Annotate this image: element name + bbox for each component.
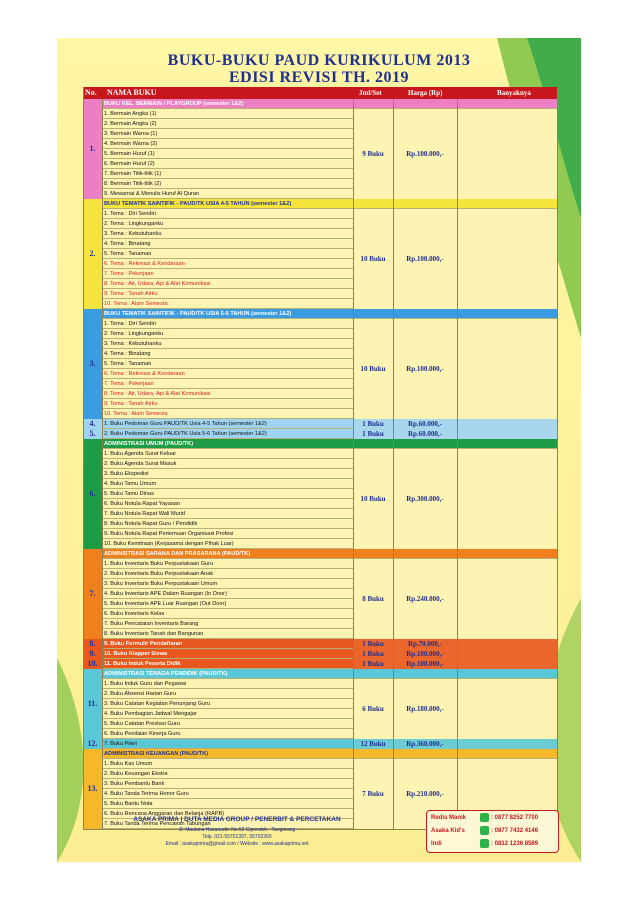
price-cell: Rp.240.000,- [406, 595, 444, 603]
contact-number: : 0877 8252 7700 [491, 815, 539, 821]
list-item: 2. Buku Pedoman Guru PAUD/TK Usia 5-6 Tahun (semester 1&2) [102, 429, 353, 439]
list-item: 7. Buku Piket [102, 739, 353, 749]
list-item: 8. Tema : Air, Udara, Api & Alat Komunikasi [102, 279, 353, 289]
contact-number: : 0877 7432 4146 [491, 828, 539, 834]
list-item: 10. Tema : Alam Semesta [102, 299, 353, 309]
list-item: 7. Buku Pencatatan Inventaris Barang [102, 619, 353, 629]
list-item: 4. Buku Tanda Terima Honor Guru [102, 789, 353, 799]
list-item: 8. Bermain Titik-titik (2) [102, 179, 353, 189]
list-item: 9. Buku Formulir Pendaftaran [102, 639, 353, 649]
list-item: 1. Bermain Angka (1) [102, 109, 353, 119]
group-number: 8. [89, 639, 96, 648]
list-item: 1. Buku Pedoman Guru PAUD/TK Usia 4-5 Tahun (semester 1&2) [102, 419, 353, 429]
list-item: 2. Tema : Lingkunganku [102, 219, 353, 229]
contact-box [426, 810, 559, 853]
list-item: 5. Tema : Tanaman [102, 249, 353, 259]
quantity-cell: 9 Buku [362, 150, 384, 158]
list-item: 4. Buku Inventaris APE Dalam Ruangan (In Door) [102, 589, 353, 599]
quantity-cell: 8 Buku [362, 595, 384, 603]
list-item: 2. Tema : Lingkunganku [102, 329, 353, 339]
group-number: 5. [89, 429, 96, 438]
section-title: ADMINISTRASI UMUM (PAUD/TK) [102, 439, 557, 449]
header-harga: Harga (Rp) [408, 89, 443, 97]
list-item: 9. Mewarnai & Menulis Huruf Al Quran [102, 189, 353, 199]
list-item: 5. Buku Catatan Prestasi Guru [102, 719, 353, 729]
list-item: 8. Buku Notula Rapat Guru / Pendidik [102, 519, 353, 529]
list-item: 4. Bermain Warna (2) [102, 139, 353, 149]
list-item: 1. Buku Induk Guru dan Pegawai [102, 679, 353, 689]
footer-address: Jl. Maulana Hasanudin No.52 Cipondoh - Tangerang [178, 827, 296, 833]
price-cell: Rp.70.000,- [407, 640, 443, 648]
contact-name: Indi [431, 841, 442, 847]
list-item: 6. Tema : Rekreasi & Kendaraan [102, 369, 353, 379]
price-cell: Rp.60.000,- [407, 420, 443, 428]
list-item: 2. Buku Keuangan Ekstra [102, 769, 353, 779]
list-item: 7. Tema : Pekerjaan [102, 379, 353, 389]
list-item: 7. Buku Notula Rapat Wali Murid [102, 509, 353, 519]
list-item: 7. Tema : Pekerjaan [102, 269, 353, 279]
list-item: 1. Buku Agenda Surat Keluar [102, 449, 353, 459]
group-number: 6. [89, 489, 96, 498]
quantity-cell: 7 Buku [362, 790, 384, 798]
group-number: 2. [89, 249, 96, 258]
quantity-cell: 10 Buku [360, 255, 386, 263]
group-number: 10. [87, 659, 98, 668]
section-title: BUKU TEMATIK SAINTIFIK - PAUD/TK USIA 4-5 TAHUN (semester 1&2) [102, 199, 557, 209]
group-number: 13. [87, 784, 98, 793]
page-subtitle: EDISI REVISI TH. 2019 [228, 69, 410, 86]
list-item: 1. Buku Kas Umum [102, 759, 353, 769]
list-item: 3. Buku Pembantu Bank [102, 779, 353, 789]
price-cell: Rp.210.000,- [406, 790, 444, 798]
footer-web: Email : asakaprima@gmail.com / Website : www.asakaprima.net [165, 841, 309, 847]
column-divider [557, 99, 558, 829]
list-item: 3. Tema : Kebutuhanku [102, 339, 353, 349]
list-item: 5. Tema : Tanaman [102, 359, 353, 369]
contact-name: Asaka Kid's [431, 828, 465, 834]
list-item: 8. Buku Inventaris Tanah dan Bangunan [102, 629, 353, 639]
price-cell: Rp.100.000,- [406, 150, 444, 158]
list-item: 6. Buku Penilaian Kinerja Guru [102, 729, 353, 739]
list-item: 6. Buku Notula Rapat Yayasan [102, 499, 353, 509]
quantity-cell: 1 Buku [362, 420, 384, 428]
list-item: 6. Bermain Huruf (2) [102, 159, 353, 169]
header-nama: NAMA BUKU [107, 88, 157, 97]
list-item: 7. Bermain Titik-titik (1) [102, 169, 353, 179]
header-banyak: Banyaknya [497, 89, 531, 97]
list-item: 7. Buku Tanda Terima Pencairan Tabungan [102, 819, 353, 829]
section-title: BUKU KEL. BERMAIN / PLAYGROUP (semester 1&2) [102, 99, 557, 109]
group-number: 7. [89, 589, 96, 598]
price-cell: Rp.100.000,- [406, 365, 444, 373]
list-item: 10. Buku Klapper Siswa [102, 649, 353, 659]
group-number: 9. [89, 649, 96, 658]
list-item: 6. Buku Rencana Anggaran dan Belanja (RAPB) [102, 809, 353, 819]
header-no: No. [85, 88, 97, 97]
section-title: ADMINISTRASI SARANA DAN PRASARANA (PAUD/TK) [102, 549, 557, 559]
contact-name: Redis Manik [431, 815, 467, 821]
price-cell: Rp.180.000,- [406, 705, 444, 713]
list-item: 6. Tema : Rekreasi & Kendaraan [102, 259, 353, 269]
price-cell: Rp.60.000,- [407, 430, 443, 438]
price-cell: Rp.100.000,- [406, 660, 444, 668]
column-divider [83, 87, 84, 829]
page-title: BUKU-BUKU PAUD KURIKULUM 2013 [167, 52, 471, 69]
list-item: 9. Tema : Tanah Airku [102, 399, 353, 409]
quantity-cell: 10 Buku [360, 495, 386, 503]
list-item: 3. Buku Ekspedisi [102, 469, 353, 479]
quantity-cell: 1 Buku [362, 660, 384, 668]
whatsapp-icon [480, 813, 489, 822]
list-item: 9. Tema : Tanah Airku [102, 289, 353, 299]
quantity-cell: 1 Buku [362, 430, 384, 438]
section-title: ADMINISTRASI KEUANGAN (PAUD/TK) [102, 749, 557, 759]
list-item: 2. Buku Agenda Surat Masuk [102, 459, 353, 469]
whatsapp-icon [480, 826, 489, 835]
footer-phone: Telp. 021-55701397, 55702265 [202, 834, 272, 840]
poster [57, 38, 581, 862]
group-number: 4. [89, 419, 96, 428]
quantity-cell: 12 Buku [360, 740, 386, 748]
list-item: 5. Buku Tamu Dinas [102, 489, 353, 499]
price-cell: Rp.300.000,- [406, 495, 444, 503]
group-number: 12. [87, 739, 98, 748]
list-item: 1. Buku Inventaris Buku Perpustakaan Guru [102, 559, 353, 569]
list-item: 2. Buku Absensi Harian Guru [102, 689, 353, 699]
group-number: 1. [89, 144, 96, 153]
quantity-cell: 10 Buku [360, 365, 386, 373]
contact-number: : 0812 1236 8589 [491, 841, 539, 847]
quantity-cell: 1 Buku [362, 650, 384, 658]
list-item: 3. Bermain Warna (1) [102, 129, 353, 139]
column-divider [102, 99, 103, 829]
list-item: 11. Buku Induk Peserta Didik [102, 659, 353, 669]
list-item: 8. Tema : Air, Udara, Api & Alat Komunikasi [102, 389, 353, 399]
header-jml: Jml/Set [359, 89, 382, 97]
whatsapp-icon [480, 839, 489, 848]
list-item: 10. Buku Kemitraan (Kerjasama dengan Pihak Luar) [102, 539, 353, 549]
quantity-cell: 6 Buku [362, 705, 384, 713]
list-item: 1. Tema : Diri Sendiri [102, 319, 353, 329]
price-cell: Rp.100.000,- [406, 255, 444, 263]
list-item: 2. Buku Inventaris Buku Perpustakaan Anak [102, 569, 353, 579]
list-item: 5. Buku Inventaris APE Luar Ruangan (Out Door) [102, 599, 353, 609]
section-title: BUKU TEMATIK SAINTIFIK - PAUD/TK USIA 5-6 TAHUN (semester 1&2) [102, 309, 557, 319]
price-cell: Rp.360.000,- [406, 740, 444, 748]
column-divider [353, 99, 354, 829]
list-item: 5. Buku Bantu Nota [102, 799, 353, 809]
quantity-cell: 1 Buku [362, 640, 384, 648]
table-header [83, 87, 557, 99]
list-item: 3. Buku Inventaris Buku Perpustakaan Umum [102, 579, 353, 589]
footer-company: ASAKA PRIMA | DUTA MEDIA GROUP / PENERBIT & PERCETAKAN [133, 816, 341, 823]
list-item: 4. Tema : Binatang [102, 239, 353, 249]
list-item: 2. Bermain Angka (2) [102, 119, 353, 129]
group-number: 3. [89, 359, 96, 368]
list-item: 6. Buku Inventaris Kelas [102, 609, 353, 619]
list-item: 9. Buku Notula Rapat Pertemuan Organisasi Profesi [102, 529, 353, 539]
list-item: 1. Tema : Diri Sendiri [102, 209, 353, 219]
group-number: 11. [87, 699, 98, 708]
list-item: 4. Buku Tamu Umum [102, 479, 353, 489]
list-item: 3. Buku Catatan Kegiatan Penunjang Guru [102, 699, 353, 709]
list-item: 4. Tema : Binatang [102, 349, 353, 359]
list-item: 3. Tema : Kebutuhanku [102, 229, 353, 239]
column-divider [457, 99, 458, 829]
column-divider [393, 99, 394, 829]
section-title: ADMINISTRASI TENAGA PENDIDIK (PAUD/TK) [102, 669, 557, 679]
list-item: 4. Buku Pembagian Jadwal Mengajar [102, 709, 353, 719]
list-item: 5. Bermain Huruf (1) [102, 149, 353, 159]
price-cell: Rp.100.000,- [406, 650, 444, 658]
list-item: 10. Tema : Alam Semesta [102, 409, 353, 419]
